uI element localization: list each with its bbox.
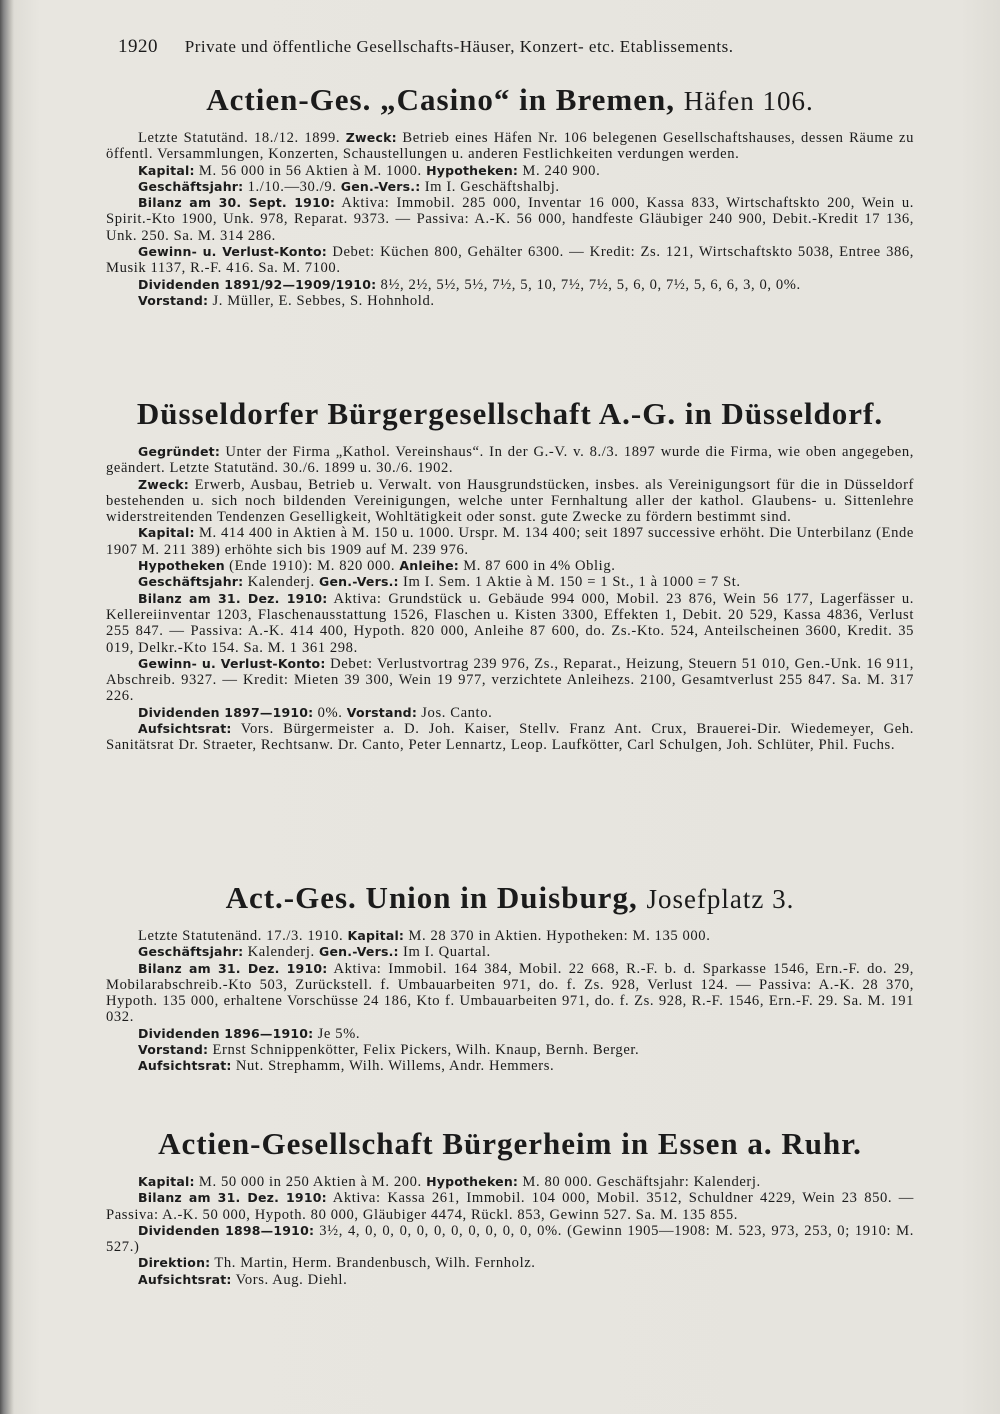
- entry-paragraph: [106, 244, 914, 277]
- entry-paragraph: [106, 1058, 914, 1074]
- entry-buergerheim-essen: [106, 1126, 914, 1288]
- entry-title-main: Actien-Ges. „Casino“ in Bremen,: [206, 82, 675, 117]
- field-value: Debet: Küchen 800, Gehälter 6300. — Kredit: Zs. 121, Wirtschaftskto 5038, Entree 386, Musik 1137, R.-F. 416. Sa. M. 7100.: [106, 244, 915, 277]
- field-value: Nut. Strephamm, Wilh. Willems, Andr. Hemmers.: [235, 1058, 555, 1075]
- entry-paragraph: [106, 477, 914, 526]
- entry-casino-bremen: [106, 82, 914, 309]
- field-value: Vors. Bürgermeister a. D. Joh. Kaiser, Stellv. Franz Ant. Crux, Brauerei-Dir. Wiedemeyer, Geh. Sanitätsrat Dr. Straeter, Rechtsanw. Dr. Canto, Peter Lennartz, Leop. Laufkötter, Carl Schulgen, Joh. Schlüter, Phil. Fuchs.: [106, 721, 914, 754]
- field-value: Im I. Geschäftshalbj.: [424, 178, 560, 195]
- field-label: Hypotheken:: [426, 162, 519, 178]
- field-value: M. 80 000. Geschäftsjahr: Kalenderj.: [522, 1174, 761, 1190]
- entry-paragraph: [106, 591, 914, 656]
- entry-title: [106, 82, 914, 118]
- field-label: Dividenden 1897—1910:: [138, 704, 314, 720]
- entry-paragraph: [106, 1174, 914, 1190]
- field-value: M. 87 600 in 4% Oblig.: [463, 558, 616, 575]
- field-label: Kapital:: [347, 928, 405, 943]
- field-label: Gewinn- u. Verlust-Konto:: [138, 655, 326, 671]
- field-label: Gen.-Vers.:: [340, 178, 421, 194]
- field-value: Unter der Firma „Kathol. Vereinshaus“. In der G.-V. v. 8./3. 1897 wurde die Firma, wie oben angegeben, geändert. Letzte Statutänd. 30./6. 1899 u. 30./6. 1902.: [106, 444, 915, 477]
- field-label: Gegründet:: [138, 444, 221, 459]
- page-number: 1920: [118, 36, 158, 57]
- entry-body: [106, 130, 914, 309]
- field-value: Jos. Canto.: [421, 704, 493, 721]
- field-label: Geschäftsjahr:: [138, 574, 244, 590]
- field-label: Kapital:: [138, 1174, 195, 1189]
- entry-paragraph: [106, 1026, 914, 1042]
- entry-title-main: Düsseldorfer Bürgergesellschaft A.-G. in Düsseldorf.: [136, 396, 884, 431]
- entry-title-main: Act.-Ges. Union in Duisburg,: [225, 880, 638, 915]
- field-label: Gewinn- u. Verlust-Konto:: [138, 244, 327, 260]
- running-title: Private und öffentliche Gesellschafts-Häuser, Konzert- etc. Etablissements.: [184, 37, 734, 56]
- field-label: Hypotheken:: [426, 1174, 519, 1189]
- field-label: Kapital:: [138, 162, 195, 178]
- entry-title-main: Actien-Gesellschaft Bürgerheim in Essen a. Ruhr.: [158, 1126, 862, 1161]
- entry-paragraph: [106, 1255, 914, 1271]
- field-label: Aufsichtsrat:: [138, 1058, 232, 1074]
- entry-paragraph: [106, 558, 914, 574]
- running-header: [118, 36, 858, 58]
- entry-paragraph: [106, 721, 914, 754]
- entry-paragraph: [106, 130, 914, 163]
- field-value: 8½, 2½, 5½, 5½, 7½, 5, 10, 7½, 7½, 5, 6, 0, 7½, 5, 6, 6, 3, 0, 0%.: [380, 276, 801, 293]
- field-value: M. 414 400 in Aktien à M. 150 u. 1000. Urspr. M. 134 400; seit 1897 successive erhöht. Die Unterbilanz (Ende 1907 M. 211 389) erhöhte sich bis 1909 auf M. 239 976.: [106, 525, 914, 558]
- field-value: 0%.: [317, 704, 343, 721]
- field-label: Vorstand:: [138, 1042, 209, 1058]
- field-label: Direktion:: [138, 1255, 211, 1271]
- field-value: Je 5%.: [317, 1025, 361, 1042]
- entry-paragraph: [106, 1042, 914, 1058]
- field-value: M. 240 900.: [522, 162, 601, 179]
- field-value: Aktiva: Immobil. 164 384, Mobil. 22 668, R.-F. b. d. Sparkasse 1546, Ern.-F. do. 29, Mobilarabschreib.-Kto 503, Zurückstell. f. Umbauarbeiten 971, do. f. Zs. 928, Verlust 124. — Passiva: A.-K. 28 370, Hypoth. 135 000, erhaltene Vorschüsse 24 186, Kto f. Umbauarbeiten 971, do. f. Zs. 928, R.-F. 1546, Ern.-F. 29. Sa. M. 191 032.: [106, 960, 915, 1026]
- field-label: Dividenden 1896—1910:: [138, 1025, 314, 1041]
- field-label: Bilanz am 31. Dez. 1910:: [138, 590, 328, 606]
- entry-paragraph: [106, 574, 914, 590]
- field-label: Zweck:: [138, 476, 190, 492]
- field-value: Aktiva: Immobil. 285 000, Inventar 16 000, Kassa 833, Wirtschaftskto 200, Wein u. Spirit.-Kto 1900, Unk. 978, Reparat. 9373. — Passiva: A.-K. 56 000, handfeste Gläubiger 240 900, Debit.-Kredit 17 136, Unk. 250. Sa. M. 314 286.: [106, 195, 914, 244]
- field-label: Dividenden 1891/92—1909/1910:: [138, 276, 377, 292]
- field-value: M. 28 370 in Aktien. Hypotheken: M. 135 000.: [408, 928, 711, 944]
- entry-title-address: Josefplatz 3.: [646, 884, 795, 914]
- entry-body: [106, 444, 914, 754]
- entry-body: [106, 1174, 914, 1288]
- entry-paragraph: [106, 444, 914, 477]
- field-value: J. Müller, E. Sebbes, S. Hohnhold.: [212, 292, 435, 309]
- field-value: 1./10.—30./9.: [247, 178, 337, 195]
- entry-paragraph: [106, 1272, 914, 1288]
- field-label: Anleihe:: [399, 558, 459, 574]
- field-value: Debet: Verlustvortrag 239 976, Zs., Reparat., Heizung, Steuern 51 010, Gen.-Unk. 16 911, Abschreib. 9327. — Kredit: Mieten 39 300, Wein 19 977, verzichtete Anleihezs. 2100, Gesamtverlust 255 847. Sa. M. 317 226.: [106, 655, 915, 705]
- entry-paragraph: [106, 277, 914, 293]
- field-label: Aufsichtsrat:: [138, 721, 232, 737]
- field-value: Vors. Aug. Diehl.: [235, 1271, 348, 1288]
- field-value: Erwerb, Ausbau, Betrieb u. Verwalt. von Hausgrundstücken, insbes. als Vereinigungsort für die in Düsseldorf bestehenden u. sich noch bildenden Vereinigungen, welche unter Fernhaltung aller der kathol. Glaubens- u. Sittenlehre widerstreitenden Tendenzen Geselligkeit, Wohltätigkeit oder sonst. gute Zwecke zu fördern bestimmt sind.: [106, 476, 914, 526]
- entry-duesseldorfer-buergergesellschaft: [106, 396, 914, 754]
- field-label: Vorstand:: [138, 292, 209, 308]
- field-value: Aktiva: Kassa 261, Immobil. 104 000, Mobil. 3512, Schuldner 4229, Wein 23 850. — Passiva: A.-K. 50 000, Hypoth. 80 000, Gläubiger 4474, Rückl. 853, Gewinn 527. Sa. M. 135 855.: [106, 1190, 914, 1223]
- field-value: Im I. Sem. 1 Aktie à M. 150 = 1 St., 1 à 1000 = 7 St.: [402, 574, 741, 591]
- field-label: Hypotheken: [138, 558, 225, 574]
- field-label: Zweck:: [345, 130, 397, 145]
- entry-paragraph: [106, 293, 914, 309]
- field-label: Gen.-Vers.:: [319, 574, 399, 590]
- field-label: Kapital:: [138, 525, 195, 541]
- entry-paragraph: [106, 163, 914, 179]
- entry-paragraph: [106, 928, 914, 944]
- field-value: Aktiva: Grundstück u. Gebäude 994 000, Mobil. 23 876, Wein 56 177, Lagerfässer u. Kellereiinventar 1203, Flaschenausstattung 1526, Flaschen u. Kisten 3300, Effekten 1, Debit. 20 529, Kassa 4836, Verlust 255 847. — Passiva: A.-K. 414 400, Hypoth. 820 000, Anleihe 87 600, do. Zs.-Kto. 524, Anteilscheinen 3600, Kredit. 35 019, Delkr.-Kto 154. Sa. M. 1 361 298.: [106, 590, 914, 656]
- field-label: Geschäftsjahr:: [138, 944, 244, 960]
- field-value: Letzte Statutänd. 18./12. 1899.: [138, 130, 341, 146]
- entry-body: [106, 928, 914, 1075]
- field-value: (Ende 1910): M. 820 000.: [229, 558, 396, 575]
- field-label: Bilanz am 30. Sept. 1910:: [138, 195, 336, 211]
- entry-title: [106, 1126, 914, 1162]
- field-value: Betrieb eines Häfen Nr. 106 belegenen Gesellschaftshauses, dessen Räume zu öffentl. Versammlungen, Konzerten, Schaustellungen u. anderen Festlichkeiten verdungen werden.: [106, 130, 914, 163]
- field-value: 3½, 4, 0, 0, 0, 0, 0, 0, 0, 0, 0, 0, 0%. (Gewinn 1905—1908: M. 523, 973, 253, 0; 1910: M. 527.): [106, 1222, 915, 1256]
- field-value: Letzte Statutenänd. 17./3. 1910.: [138, 928, 344, 944]
- field-label: Aufsichtsrat:: [138, 1271, 232, 1287]
- entry-paragraph: [106, 961, 914, 1026]
- field-label: Bilanz am 31. Dez. 1910:: [138, 1190, 327, 1206]
- entry-union-duisburg: [106, 880, 914, 1075]
- book-binding-edge: [0, 0, 14, 1414]
- entry-title-address: Häfen 106.: [683, 86, 814, 116]
- entry-paragraph: [106, 1190, 914, 1223]
- entry-paragraph: [106, 1223, 914, 1256]
- field-value: Kalenderj.: [247, 944, 315, 961]
- field-label: Vorstand:: [346, 704, 418, 720]
- entry-title: [106, 880, 914, 916]
- field-label: Dividenden 1898—1910:: [138, 1222, 315, 1238]
- entry-paragraph: [106, 525, 914, 558]
- field-value: M. 50 000 in 250 Aktien à M. 200.: [198, 1174, 422, 1190]
- field-value: Th. Martin, Herm. Brandenbusch, Wilh. Fernholz.: [214, 1255, 536, 1272]
- entry-title: [106, 396, 914, 432]
- field-value: Im I. Quartal.: [402, 944, 491, 961]
- entry-paragraph: [106, 195, 914, 244]
- entry-paragraph: [106, 179, 914, 195]
- field-value: Kalenderj.: [247, 574, 315, 591]
- field-label: Geschäftsjahr:: [138, 178, 244, 194]
- entry-paragraph: [106, 944, 914, 960]
- field-value: M. 56 000 in 56 Aktien à M. 1000.: [198, 162, 422, 179]
- field-value: Ernst Schnippenkötter, Felix Pickers, Wilh. Knaup, Bernh. Berger.: [212, 1042, 640, 1059]
- entry-paragraph: [106, 656, 914, 705]
- entry-paragraph: [106, 705, 914, 721]
- field-label: Bilanz am 31. Dez. 1910:: [138, 960, 328, 976]
- field-label: Gen.-Vers.:: [319, 944, 399, 960]
